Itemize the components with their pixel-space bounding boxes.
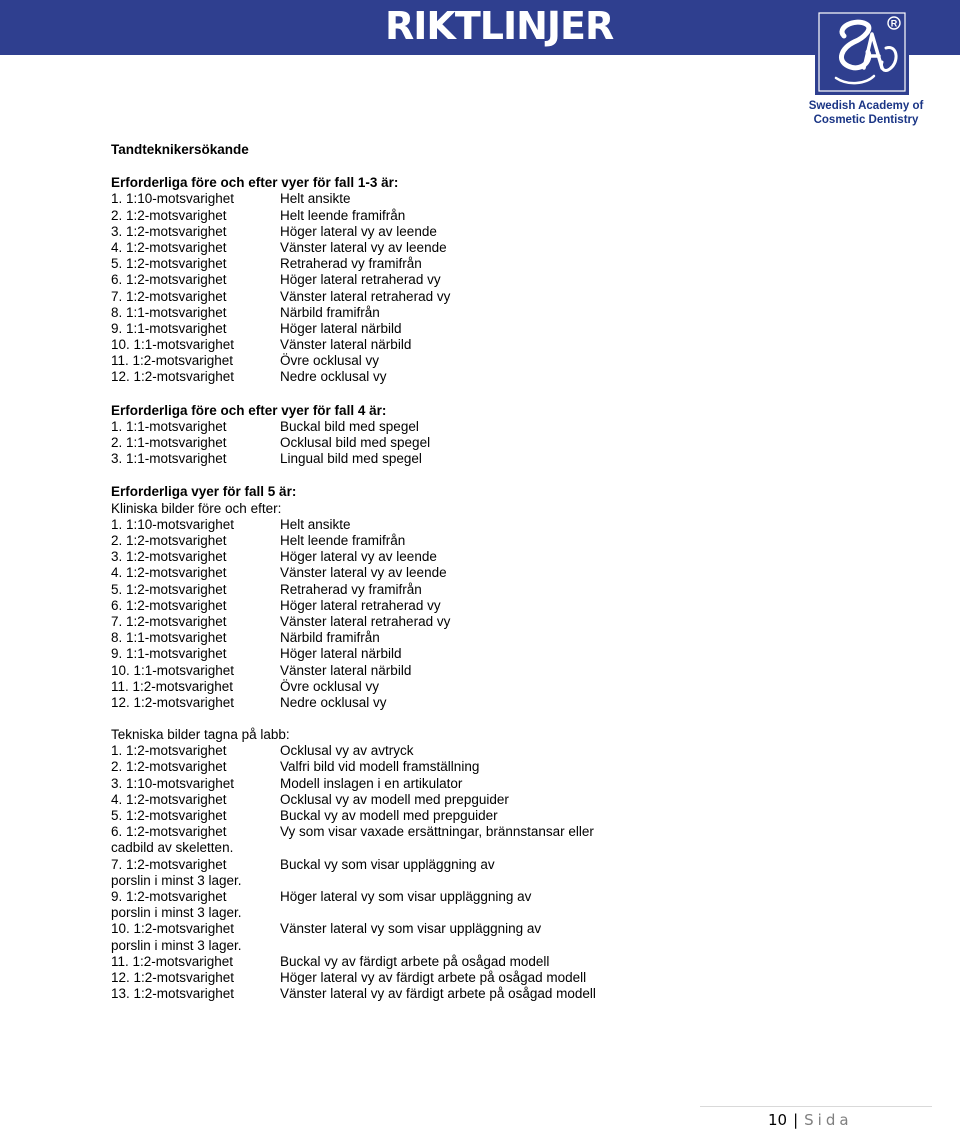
item-reference: 1. 1:2-motsvarighet — [111, 743, 227, 759]
list-item — [111, 954, 931, 970]
list-item — [111, 353, 931, 369]
item-reference: 9. 1:2-motsvarighet — [111, 889, 227, 904]
item-description: Modell inslagen i en artikulator — [280, 775, 463, 791]
svg-text:R: R — [890, 18, 898, 29]
item-reference: 3. 1:2-motsvarighet — [111, 223, 227, 239]
item-description: Retraherad vy framifrån — [280, 256, 422, 272]
item-reference: 6. 1:2-motsvarighet — [111, 597, 227, 613]
item-description: Helt leende framifrån — [280, 533, 406, 549]
list-item — [111, 337, 931, 353]
section-heading-cases-1-3: Erforderliga före och efter vyer för fall 1-3 är: — [111, 175, 399, 191]
item-description: Helt ansikte — [280, 191, 351, 207]
item-reference: 11. 1:2-motsvarighet — [111, 678, 234, 694]
item-description: Närbild framifrån — [280, 304, 380, 320]
list-item — [111, 549, 931, 565]
list-item — [111, 256, 931, 272]
item-description: Höger lateral vy som visar uppläggning av — [280, 889, 532, 904]
list-item — [111, 695, 931, 711]
list-item — [111, 240, 931, 256]
list-item — [111, 533, 931, 549]
item-reference: 7. 1:2-motsvarighet — [111, 613, 227, 629]
item-reference: 1. 1:10-motsvarighet — [111, 191, 235, 207]
item-continuation: porslin i minst 3 lager. — [111, 905, 242, 921]
list-item — [111, 419, 931, 435]
item-reference: 13. 1:2-motsvarighet — [111, 986, 235, 1002]
list-item — [111, 679, 931, 695]
sacd-monogram-icon — [814, 8, 910, 96]
list-item — [111, 646, 931, 662]
item-reference: 7. 1:2-motsvarighet — [111, 856, 227, 872]
item-description: Buckal vy av modell med prepguider — [280, 808, 498, 824]
list-item — [111, 517, 931, 533]
item-reference: 3. 1:2-motsvarighet — [111, 549, 227, 565]
item-description: Övre ocklusal vy — [280, 678, 380, 694]
item-description: Vänster lateral närbild — [280, 662, 412, 678]
view-list-case-4 — [111, 419, 931, 468]
item-reference: 6. 1:2-motsvarighet — [111, 272, 227, 288]
item-description: Vy som visar vaxade ersättningar, brännstansar eller — [280, 824, 594, 840]
section-subheading-clinical: Kliniska bilder före och efter: — [111, 500, 282, 516]
item-reference: 5. 1:2-motsvarighet — [111, 256, 227, 272]
list-item — [111, 776, 931, 792]
list-item — [111, 743, 931, 759]
list-item — [111, 614, 931, 630]
item-reference: 7. 1:2-motsvarighet — [111, 288, 227, 304]
item-reference: 5. 1:2-motsvarighet — [111, 581, 227, 597]
list-item — [111, 808, 931, 824]
item-description: Ocklusal bild med spegel — [280, 435, 431, 451]
item-reference: 12. 1:2-motsvarighet — [111, 969, 235, 985]
item-description: Vänster lateral vy av färdigt arbete på osågad modell — [280, 986, 596, 1002]
list-item — [111, 792, 931, 808]
item-reference: 6. 1:2-motsvarighet — [111, 824, 227, 840]
item-description: Nedre ocklusal vy — [280, 369, 387, 385]
item-reference: 10. 1:2-motsvarighet — [111, 921, 235, 937]
item-reference: 3. 1:10-motsvarighet — [111, 775, 235, 791]
item-description: Höger lateral vy av leende — [280, 223, 437, 239]
item-reference: 11. 1:2-motsvarighet — [111, 353, 234, 369]
list-item — [111, 565, 931, 581]
item-description: Buckal vy som visar uppläggning av — [280, 856, 495, 872]
item-description: Ocklusal vy av modell med prepguider — [280, 791, 509, 807]
list-item — [111, 224, 931, 240]
logo-organization-name: Swedish Academy of Cosmetic Dentistry — [808, 100, 924, 126]
page-word: Sida — [804, 1111, 853, 1129]
footer-divider — [700, 1106, 932, 1107]
page-footer — [768, 1110, 853, 1130]
list-item — [111, 630, 931, 646]
item-reference: 1. 1:10-motsvarighet — [111, 516, 235, 532]
item-description: Höger lateral vy av leende — [280, 549, 437, 565]
list-item — [111, 598, 931, 614]
item-reference: 11. 1:2-motsvarighet — [111, 953, 234, 969]
item-description: Vänster lateral retraherad vy — [280, 288, 451, 304]
list-item — [111, 663, 931, 679]
item-reference: 2. 1:2-motsvarighet — [111, 533, 227, 549]
item-description: Helt ansikte — [280, 516, 351, 532]
item-description: Höger lateral vy av färdigt arbete på osågad modell — [280, 969, 587, 985]
item-reference: 2. 1:2-motsvarighet — [111, 207, 227, 223]
item-reference: 4. 1:2-motsvarighet — [111, 791, 227, 807]
list-item — [111, 921, 931, 937]
item-continuation: cadbild av skeletten. — [111, 840, 234, 856]
section-heading-case-4: Erforderliga före och efter vyer för fall 4 är: — [111, 402, 387, 418]
item-description: Valfri bild vid modell framställning — [280, 759, 480, 775]
item-description: Närbild framifrån — [280, 630, 380, 646]
item-reference: 4. 1:2-motsvarighet — [111, 239, 227, 255]
item-description: Vänster lateral vy som visar uppläggning av — [280, 921, 542, 937]
page-header-title: RIKTLINJER — [385, 4, 614, 48]
item-reference: 8. 1:1-motsvarighet — [111, 630, 227, 646]
list-item — [111, 208, 931, 224]
item-continuation: porslin i minst 3 lager. — [111, 872, 242, 888]
item-description: Nedre ocklusal vy — [280, 694, 387, 710]
item-description: Höger lateral retraherad vy — [280, 597, 441, 613]
item-reference: 8. 1:1-motsvarighet — [111, 304, 227, 320]
list-item — [111, 289, 931, 305]
item-continuation: porslin i minst 3 lager. — [111, 937, 242, 953]
list-item — [111, 321, 931, 337]
list-item — [111, 272, 931, 288]
item-description: Höger lateral närbild — [280, 320, 402, 336]
list-item — [111, 824, 931, 840]
item-description: Vänster lateral vy av leende — [280, 239, 447, 255]
item-reference: 12. 1:2-motsvarighet — [111, 694, 235, 710]
list-item — [111, 191, 931, 207]
item-description: Övre ocklusal vy — [280, 353, 380, 369]
item-description: Höger lateral retraherad vy — [280, 272, 441, 288]
list-item — [111, 369, 931, 385]
document-body — [111, 142, 931, 1002]
item-description: Höger lateral närbild — [280, 646, 402, 662]
list-item — [111, 889, 931, 905]
item-reference: 2. 1:1-motsvarighet — [111, 435, 227, 451]
list-item — [111, 986, 931, 1002]
item-reference: 10. 1:1-motsvarighet — [111, 662, 235, 678]
item-description: Lingual bild med spegel — [280, 451, 422, 467]
item-description: Buckal vy av färdigt arbete på osågad modell — [280, 953, 550, 969]
item-reference: 5. 1:2-motsvarighet — [111, 808, 227, 824]
list-item — [111, 305, 931, 321]
item-description: Buckal bild med spegel — [280, 418, 419, 434]
item-description: Vänster lateral vy av leende — [280, 565, 447, 581]
item-description: Ocklusal vy av avtryck — [280, 743, 414, 759]
section-heading-lab: Tekniska bilder tagna på labb: — [111, 727, 290, 743]
list-item — [111, 451, 931, 467]
item-description: Retraherad vy framifrån — [280, 581, 422, 597]
view-list-lab — [111, 743, 931, 1002]
item-reference: 1. 1:1-motsvarighet — [111, 418, 227, 434]
item-reference: 2. 1:2-motsvarighet — [111, 759, 227, 775]
list-item — [111, 970, 931, 986]
item-reference: 3. 1:1-motsvarighet — [111, 451, 227, 467]
footer-separator: | — [793, 1111, 799, 1129]
item-reference: 12. 1:2-motsvarighet — [111, 369, 235, 385]
list-item — [111, 759, 931, 775]
list-item — [111, 435, 931, 451]
item-description: Vänster lateral retraherad vy — [280, 613, 451, 629]
view-list-cases-1-3 — [111, 191, 931, 385]
item-reference: 4. 1:2-motsvarighet — [111, 565, 227, 581]
document-title: Tandteknikersökande — [111, 142, 249, 157]
item-description: Helt leende framifrån — [280, 207, 406, 223]
sacd-logo — [808, 4, 924, 128]
page-number: 10 — [768, 1111, 788, 1129]
item-description: Vänster lateral närbild — [280, 337, 412, 353]
list-item — [111, 857, 931, 873]
item-reference: 9. 1:1-motsvarighet — [111, 646, 227, 662]
item-reference: 9. 1:1-motsvarighet — [111, 320, 227, 336]
view-list-case-5 — [111, 517, 931, 711]
section-heading-case-5: Erforderliga vyer för fall 5 är: — [111, 484, 297, 500]
list-item — [111, 582, 931, 598]
item-reference: 10. 1:1-motsvarighet — [111, 337, 235, 353]
